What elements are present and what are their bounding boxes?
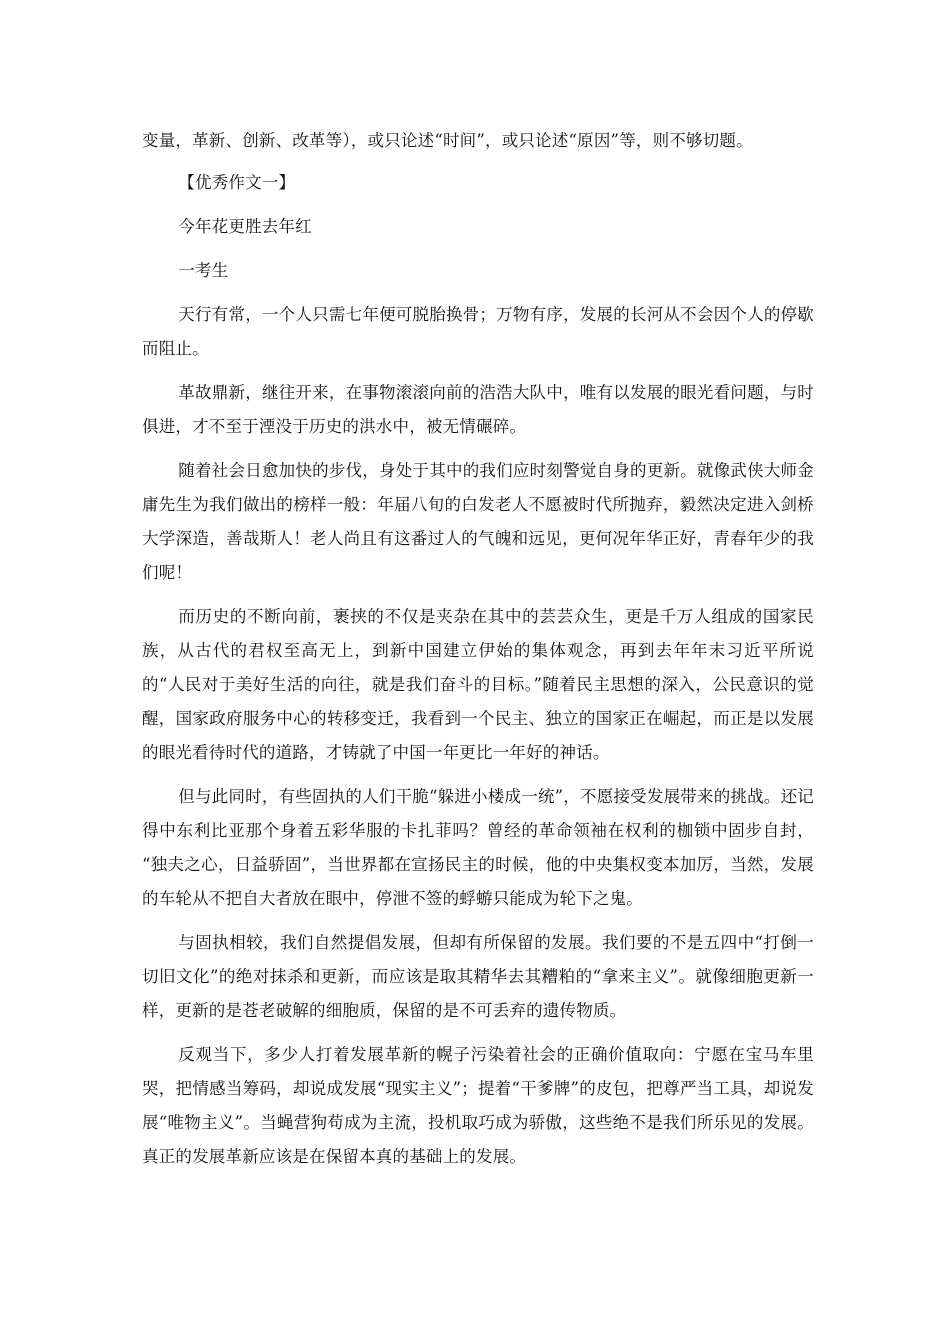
essay-paragraph: 而历史的不断向前，裹挟的不仅是夹杂在其中的芸芸众生，更是千万人组成的国家民族，从古代的君权至高无上，到新中国建立伊始的集体观念，再到去年年末习近平所说的“人民对于美好生活的向往，就是我们奋斗的目标。”随着民主思想的深入，公民意识的觉醒，国家政府服务中心的转移变迁，我看到一个民主、独立的国家正在崛起，而正是以发展的眼光看待时代的道路，才铸就了中国一年更比一年好的神话。: [142, 607, 814, 762]
section-label: 【优秀作文一】: [178, 173, 296, 192]
essay-paragraph: 反观当下，多少人打着发展革新的幌子污染着社会的正确价值取向：宁愿在宝马车里哭，把情感当筹码，却说成发展“现实主义”；提着“干爹牌”的皮包，把尊严当工具，却说发展“唯物主义”。当蝇营狗苟成为主流，投机取巧成为骄傲，这些绝不是我们所乐见的发展。真正的发展革新应该是在保留本真的基础上的发展。: [142, 1045, 814, 1166]
paragraph-intro: 变量，革新、创新、改革等），或只论述“时间”，或只论述“原因”等，则不够切题。: [142, 131, 753, 150]
document-body: [142, 124, 814, 1184]
essay-paragraph: 与固执相较，我们自然提倡发展，但却有所保留的发展。我们要的不是五四中“打倒一切旧文化”的绝对抹杀和更新，而应该是取其精华去其糟粕的“拿来主义”。就像细胞更新一样，更新的是苍老破解的细胞质，保留的是不可丢弃的遗传物质。: [142, 933, 814, 1020]
essay-author: 一考生: [178, 261, 229, 280]
essay-paragraph: 随着社会日愈加快的步伐，身处于其中的我们应时刻警觉自身的更新。就像武侠大师金庸先生为我们做出的榜样一般：年届八旬的白发老人不愿被时代所抛弃，毅然决定进入剑桥大学深造，善哉斯人！老人尚且有这番过人的气魄和远见，更何况年华正好，青春年少的我们呢！: [142, 461, 814, 582]
essay-title: 今年花更胜去年红: [178, 217, 312, 236]
essay-paragraph: 革故鼎新，继往开来，在事物滚滚向前的浩浩大队中，唯有以发展的眼光看问题，与时俱进，才不至于湮没于历史的洪水中，被无情碾碎。: [142, 383, 814, 436]
essay-paragraph: 但与此同时，有些固执的人们干脆“躲进小楼成一统”，不愿接受发展带来的挑战。还记得中东利比亚那个身着五彩华服的卡扎菲吗？曾经的革命领袖在权利的枷锁中固步自封， “独夫之心，日益骄固”，当世界都在宣扬民主的时候，他的中央集权变本加厉，当然，发展的车轮从不把自大者放在眼中，停泄不签的蜉蝣只能成为轮下之鬼。: [142, 787, 814, 908]
essay-paragraph: 天行有常，一个人只需七年便可脱胎换骨；万物有序，发展的长河从不会因个人的停歇而阻止。: [142, 305, 814, 358]
